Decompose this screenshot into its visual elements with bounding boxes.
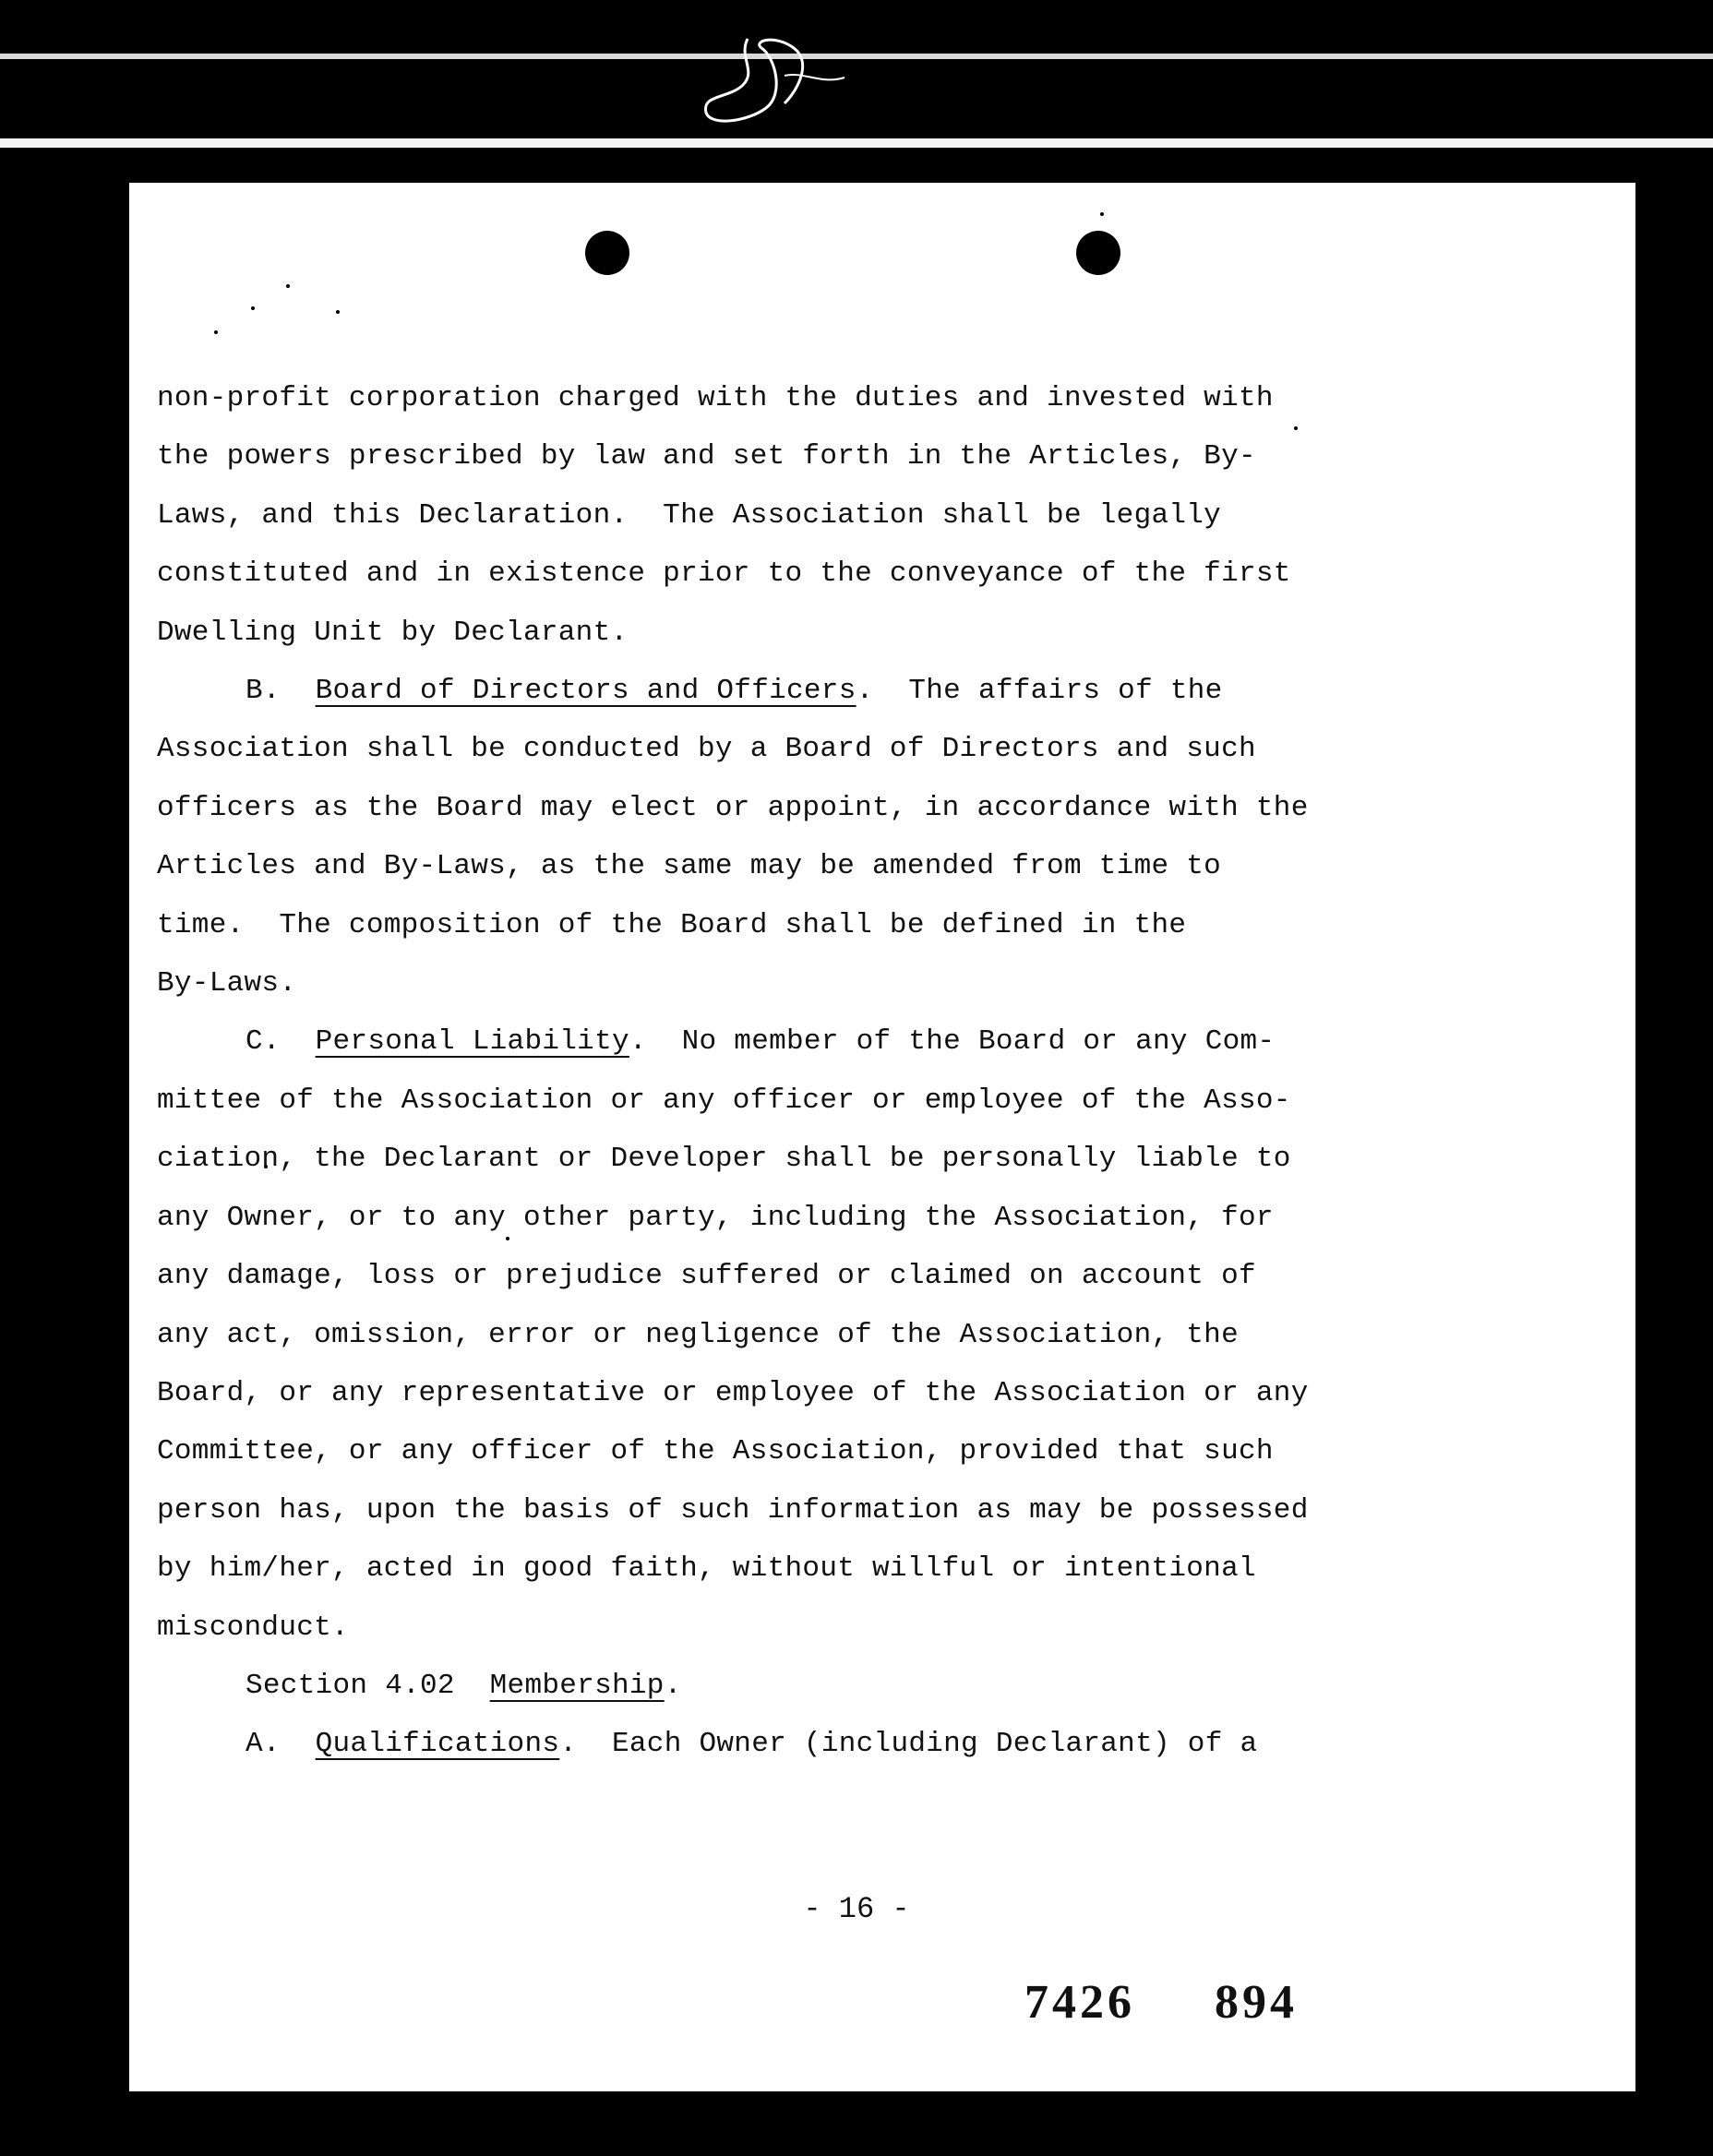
section-a-first-line xyxy=(157,1715,1486,1773)
scan-speck xyxy=(336,310,340,314)
body-line: the powers prescribed by law and set forth in the Articles, By- xyxy=(157,440,1256,473)
section-c-first-line xyxy=(157,1012,1486,1071)
section-b-text: . The affairs of the xyxy=(856,675,1223,708)
body-line: constituted and in existence prior to the conveyance of the first xyxy=(157,557,1291,591)
scan-speck xyxy=(251,306,255,310)
punch-hole-left xyxy=(585,231,629,275)
body-line: non-profit corporation charged with the duties and invested with xyxy=(157,382,1274,414)
section-402-period: . xyxy=(664,1669,682,1702)
section-402-heading: Membership xyxy=(489,1669,665,1702)
body-line: ciation, the Declarant or Developer shall be personally liable to xyxy=(157,1143,1291,1176)
section-c-heading: Personal Liability xyxy=(315,1025,629,1059)
body-line: any Owner, or to any other party, including the Association, for xyxy=(157,1201,1274,1234)
scan-speck xyxy=(214,330,218,334)
section-b-label: B. xyxy=(246,675,281,708)
section-a-text: . Each Owner (including Declarant) of a xyxy=(559,1728,1258,1761)
section-402-label: Section 4.02 xyxy=(246,1669,455,1702)
body-line: by him/her, acted in good faith, without willful or intentional xyxy=(157,1552,1256,1586)
section-b-first-line xyxy=(157,662,1486,720)
stamp-book-number: 7426 xyxy=(1024,1976,1135,2029)
recording-stamp xyxy=(1024,1975,1298,2030)
body-line: Board, or any representative or employee of the Association or any xyxy=(157,1376,1309,1409)
body-line: mittee of the Association or any officer or employee of the Asso- xyxy=(157,1084,1291,1117)
body-line: any damage, loss or prejudice suffered or claimed on account of xyxy=(157,1260,1256,1293)
scan-speck xyxy=(1100,212,1104,216)
document-body xyxy=(157,369,1486,1774)
handwritten-mark xyxy=(683,20,868,131)
scan-edge-band xyxy=(0,138,1713,148)
body-line: any act, omission, error or negligence of the Association, the xyxy=(157,1318,1239,1351)
body-line: Laws, and this Declaration. The Association shall be legally xyxy=(157,498,1222,532)
section-a-heading: Qualifications xyxy=(315,1728,560,1761)
body-line: time. The composition of the Board shall be defined in the xyxy=(157,908,1187,941)
body-line: Association shall be conducted by a Board of Directors and such xyxy=(157,733,1256,766)
body-line: person has, upon the basis of such information as may be possessed xyxy=(157,1493,1309,1527)
body-line: Articles and By-Laws, as the same may be amended from time to xyxy=(157,850,1222,883)
section-b-heading: Board of Directors and Officers xyxy=(315,675,856,708)
section-402-heading-line xyxy=(157,1657,1486,1715)
stamp-page-number: 894 xyxy=(1215,1976,1298,2029)
scan-speck xyxy=(286,284,290,288)
punch-hole-right xyxy=(1076,231,1120,275)
section-a-label: A. xyxy=(246,1728,281,1761)
body-line: Committee, or any officer of the Association, provided that such xyxy=(157,1435,1274,1468)
section-c-label: C. xyxy=(246,1025,281,1059)
body-line: Dwelling Unit by Declarant. xyxy=(157,616,629,649)
body-line: officers as the Board may elect or appoint, in accordance with the xyxy=(157,791,1309,824)
section-c-text: . No member of the Board or any Com- xyxy=(629,1025,1276,1059)
page-number: - 16 - xyxy=(803,1892,910,1926)
body-line: By-Laws. xyxy=(157,967,297,1000)
body-line: misconduct. xyxy=(157,1611,349,1644)
